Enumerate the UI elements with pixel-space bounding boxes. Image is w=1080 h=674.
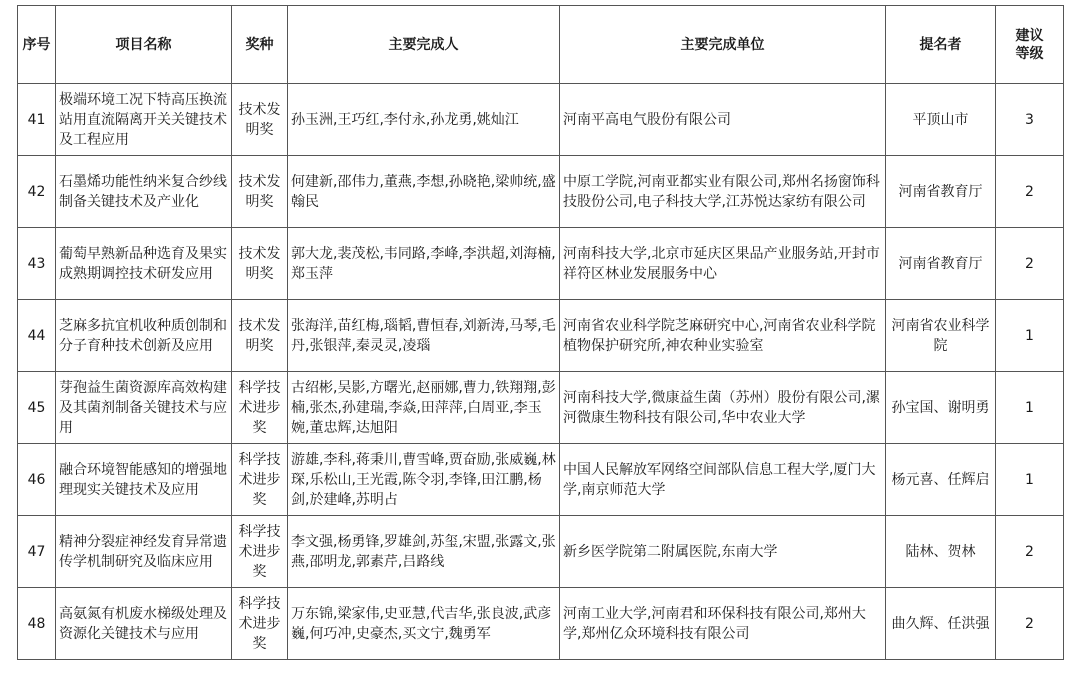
table-row [18,516,1064,588]
row-award-type: 技术发明奖 [232,300,288,372]
row-nominator: 杨元喜、任辉启 [886,444,996,516]
row-nominator: 陆林、贺林 [886,516,996,588]
row-grade: 1 [996,300,1064,372]
row-project-name: 葡萄早熟新品种选育及果实成熟期调控技术研发应用 [56,228,232,300]
row-nominator: 孙宝国、谢明勇 [886,372,996,444]
row-seq: 47 [18,516,56,588]
row-grade: 1 [996,372,1064,444]
row-grade: 2 [996,516,1064,588]
row-main-people: 孙玉洲,王巧红,李付永,孙龙勇,姚灿江 [288,84,560,156]
row-seq: 41 [18,84,56,156]
row-seq: 46 [18,444,56,516]
row-award-type: 技术发明奖 [232,228,288,300]
row-grade: 2 [996,588,1064,660]
row-nominator: 河南省农业科学院 [886,300,996,372]
row-seq: 43 [18,228,56,300]
row-project-name: 高氨氮有机废水梯级处理及资源化关键技术与应用 [56,588,232,660]
row-seq: 48 [18,588,56,660]
header-grade [996,6,1064,84]
row-main-units: 新乡医学院第二附属医院,东南大学 [560,516,886,588]
row-main-units: 中国人民解放军网络空间部队信息工程大学,厦门大学,南京师范大学 [560,444,886,516]
header-project-name: 项目名称 [56,6,232,84]
row-grade: 2 [996,228,1064,300]
row-main-people: 万东锦,梁家伟,史亚慧,代吉华,张良波,武彦巍,何巧冲,史豪杰,买文宁,魏勇军 [288,588,560,660]
row-main-units: 河南省农业科学院芝麻研究中心,河南省农业科学院植物保护研究所,神农种业实验室 [560,300,886,372]
table-row [18,372,1064,444]
row-award-type: 科学技术进步奖 [232,444,288,516]
row-award-type: 科学技术进步奖 [232,588,288,660]
table-row [18,444,1064,516]
row-nominator: 河南省教育厅 [886,156,996,228]
table-row [18,84,1064,156]
row-main-people: 李文强,杨勇锋,罗雄剑,苏玺,宋盟,张露文,张燕,邵明龙,郭素芹,吕路线 [288,516,560,588]
header-main-people: 主要完成人 [288,6,560,84]
row-main-units: 中原工学院,河南亚都实业有限公司,郑州名扬窗饰科技股份公司,电子科技大学,江苏悦达家纺有限公司 [560,156,886,228]
row-award-type: 技术发明奖 [232,84,288,156]
award-table [17,5,1064,660]
row-project-name: 精神分裂症神经发育异常遗传学机制研究及临床应用 [56,516,232,588]
table-row [18,588,1064,660]
header-grade-label: 建议等级 [1015,27,1044,62]
header-row [18,6,1064,84]
row-award-type: 科学技术进步奖 [232,372,288,444]
row-main-people: 何建新,邵伟力,董燕,李想,孙晓艳,梁帅统,盛翰民 [288,156,560,228]
table-row [18,156,1064,228]
header-seq: 序号 [18,6,56,84]
row-seq: 44 [18,300,56,372]
row-project-name: 石墨烯功能性纳米复合纱线制备关键技术及产业化 [56,156,232,228]
row-project-name: 芽孢益生菌资源库高效构建及其菌剂制备关键技术与应用 [56,372,232,444]
row-project-name: 极端环境工况下特高压换流站用直流隔离开关关键技术及工程应用 [56,84,232,156]
row-main-people: 古绍彬,吴影,方曙光,赵丽娜,曹力,铁翔翔,彭楠,张杰,孙建瑞,李焱,田萍萍,白周亚,李玉婉,董忠辉,达旭阳 [288,372,560,444]
header-nominator: 提名者 [886,6,996,84]
header-main-units: 主要完成单位 [560,6,886,84]
row-project-name: 融合环境智能感知的增强地理现实关键技术及应用 [56,444,232,516]
row-award-type: 技术发明奖 [232,156,288,228]
row-grade: 3 [996,84,1064,156]
row-main-people: 郭大龙,裴茂松,韦同路,李峰,李洪超,刘海楠,郑玉萍 [288,228,560,300]
row-main-units: 河南工业大学,河南君和环保科技有限公司,郑州大学,郑州亿众环境科技有限公司 [560,588,886,660]
row-main-people: 张海洋,苗红梅,瑙韬,曹恒春,刘新涛,马琴,毛丹,张银萍,秦灵灵,凌瑙 [288,300,560,372]
row-nominator: 曲久辉、任洪强 [886,588,996,660]
table-row [18,300,1064,372]
row-main-units: 河南科技大学,北京市延庆区果品产业服务站,开封市祥符区林业发展服务中心 [560,228,886,300]
row-grade: 1 [996,444,1064,516]
row-nominator: 河南省教育厅 [886,228,996,300]
row-main-units: 河南平高电气股份有限公司 [560,84,886,156]
row-seq: 42 [18,156,56,228]
row-nominator: 平顶山市 [886,84,996,156]
table-row [18,228,1064,300]
row-main-people: 游雄,李科,蒋秉川,曹雪峰,贾奋励,张威巍,林琛,乐松山,王光霞,陈令羽,李锋,田江鹏,杨剑,於建峰,苏明占 [288,444,560,516]
row-project-name: 芝麻多抗宜机收种质创制和分子育种技术创新及应用 [56,300,232,372]
row-award-type: 科学技术进步奖 [232,516,288,588]
row-seq: 45 [18,372,56,444]
row-main-units: 河南科技大学,微康益生菌（苏州）股份有限公司,漯河微康生物科技有限公司,华中农业大学 [560,372,886,444]
row-grade: 2 [996,156,1064,228]
header-award-type: 奖种 [232,6,288,84]
